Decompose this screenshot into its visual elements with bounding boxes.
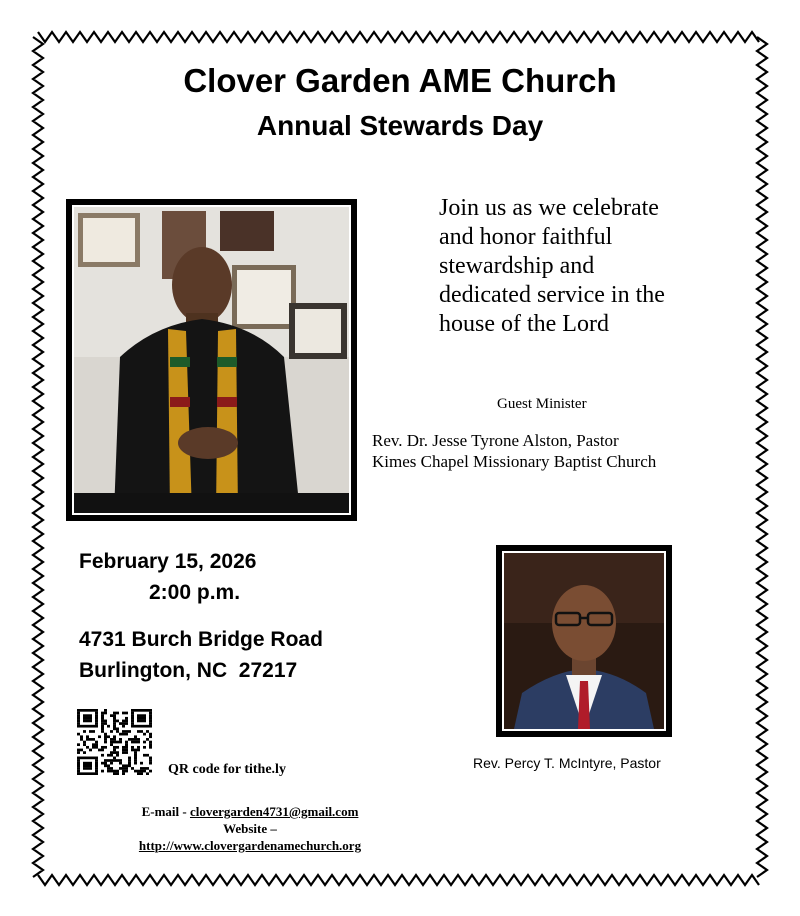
invitation-line: stewardship and	[439, 253, 595, 279]
contact-block	[95, 803, 405, 854]
address-line-1: 4731 Burch Bridge Road	[79, 628, 323, 651]
guest-minister-label: Guest Minister	[497, 396, 587, 412]
address-line-2: Burlington, NC 27217	[79, 659, 298, 682]
invitation-line: dedicated service in the	[439, 282, 665, 308]
guest-minister-photo	[66, 199, 357, 521]
website-label: Website –	[223, 821, 277, 836]
event-time: 2:00 p.m.	[149, 581, 241, 604]
invitation-line: and honor faithful	[439, 224, 613, 250]
church-title: Clover Garden AME Church	[183, 62, 617, 99]
email-label: E-mail -	[141, 804, 190, 819]
invitation-line: house of the Lord	[439, 311, 609, 337]
invitation-text	[439, 194, 739, 339]
email-link[interactable]: clovergarden4731@gmail.com	[189, 804, 359, 819]
pastor-caption: Rev. Percy T. McIntyre, Pastor	[473, 755, 661, 771]
pastor-photo	[496, 545, 672, 737]
event-date: February 15, 2026	[79, 550, 257, 573]
qr-code-label: QR code for tithe.ly	[168, 762, 286, 777]
guest-name-line: Rev. Dr. Jesse Tyrone Alston, Pastor	[372, 431, 619, 450]
guest-church-line: Kimes Chapel Missionary Baptist Church	[372, 452, 657, 471]
event-title: Annual Stewards Day	[256, 110, 544, 141]
guest-minister-name	[372, 430, 656, 472]
invitation-line: Join us as we celebrate	[439, 195, 659, 221]
website-link[interactable]: http://www.clovergardenamechurch.org	[138, 838, 362, 853]
email-row	[95, 803, 405, 820]
qr-code-icon[interactable]	[77, 709, 152, 775]
